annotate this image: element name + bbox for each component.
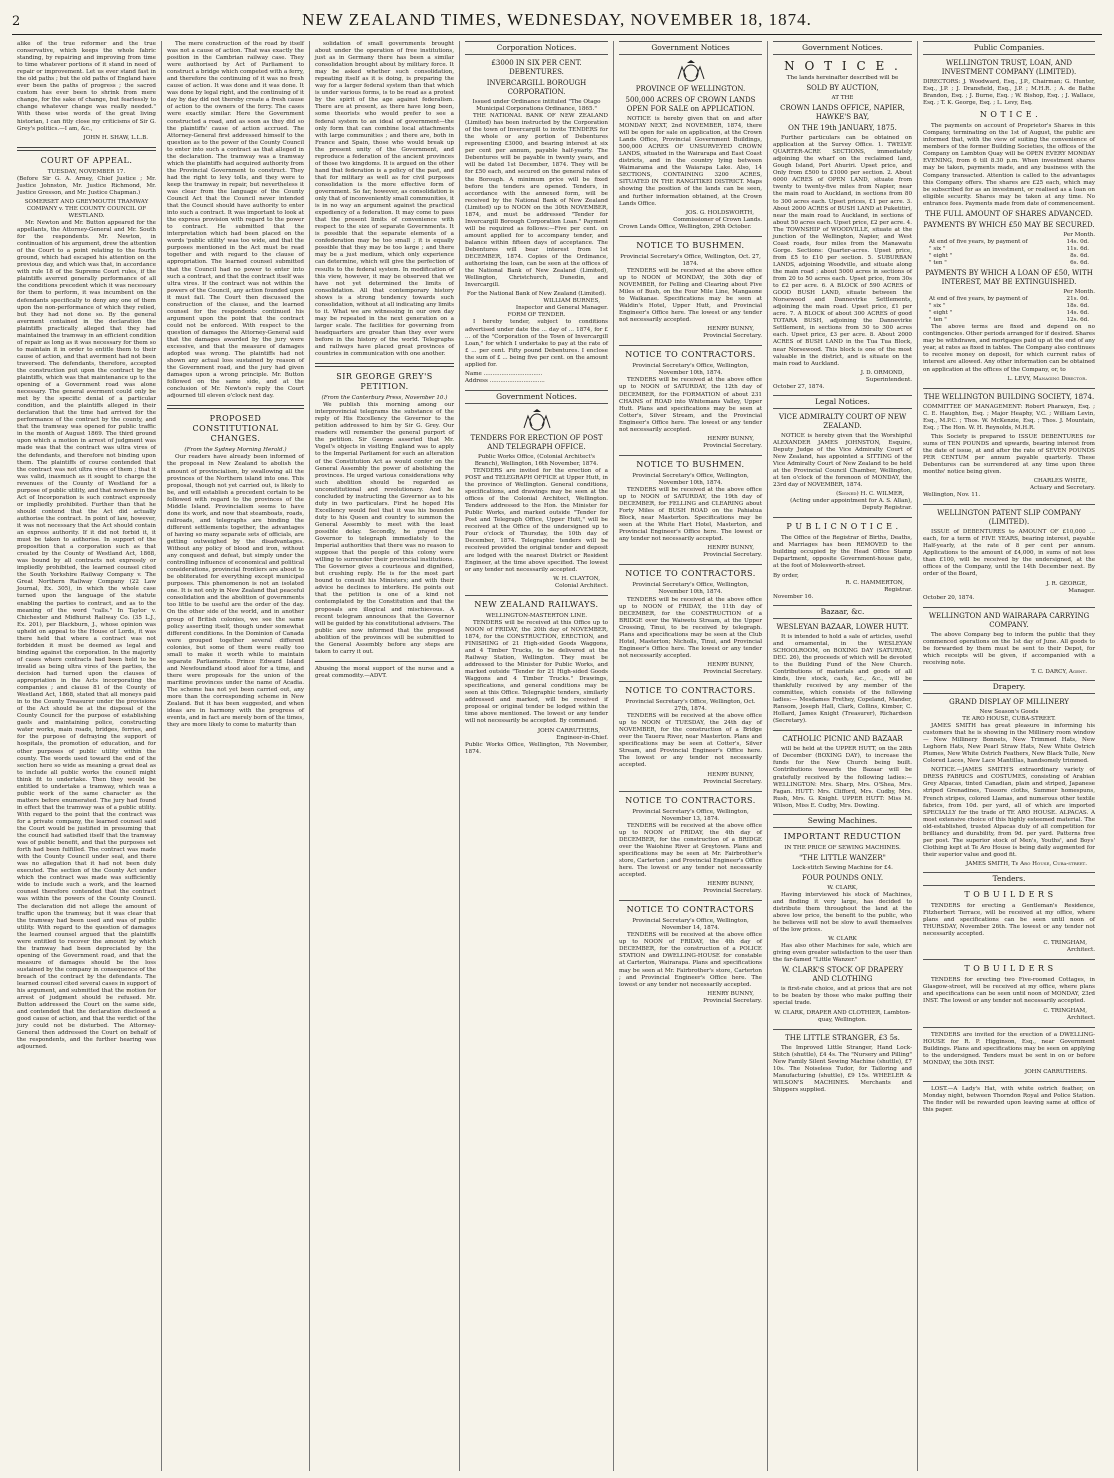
payments-secured-heading: PAYMENTS BY WHICH £50 MAY BE SECURED. [923, 220, 1095, 229]
millinery-notice: NOTICE.—JAMES SMITH'S extraordinary variety of DRESS FABRICS and COSTUMES, consisting of Arabian Grey Alpacas, tinted Canadian, plain and striped, Japanese striped Grenadines, Tussore cloths, Summer homespuns, French stripes, colored Llamas, and numerous other textile fabrics, from 10d. per yard, all of which are imported SPECIALLY for the trade of TE ARO HOUSE. ALPACAS. A most extensive choice of this highly esteemed material. The old-established, trusted Alpacas duly of all competition for brilliancy and durability, from 9d. per yard. Patterns free per post. The superior stock of Men's, Youths', and Boys' Clothing kept at Te Aro House is being daily augmented for their superior value and good fit. [923, 767, 1095, 858]
newspaper-title: NEW ZEALAND TIMES, WEDNESDAY, NOVEMBER 18, 1874. [302, 10, 812, 29]
divider [923, 1027, 1095, 1028]
trust-loan-notice: N O T I C E . [979, 110, 1039, 120]
royal-crest-icon [520, 408, 554, 432]
sewing-subheading: IN THE PRICE OF SEWING MACHINES. [784, 844, 901, 851]
letter-signature: JOHN H. SHAW, L.L.B. [83, 134, 148, 141]
public-notice-role: Registrar. [884, 586, 912, 593]
notice-office: Provincial Secretary's Office, Wellington, November 10th, 1874. [632, 472, 749, 486]
trust-loan-body: The payments on account of Proprietor's Shares in this Company, terminating on the 1st of August, the public are informed that, with the view of suiting the convenience of members of the former Building Societies, the offices of the Company on Lambton Quay will be OPEN EVERY MONDAY EVENING, from 6 till 8.30 p.m. When investment shares may be taken, payments made, and any business with the Company transacted. Attention is called to the advantages this Company offers. The shares are £25 each, which may be subscribed for as an investment, or realised as a loan on eligible security. Shares may be taken at any time. No entrance fees. Payments made from date of commencement. [923, 123, 1095, 207]
divider [315, 661, 454, 662]
public-notice-date: November 16. [773, 593, 814, 600]
building-society-signature: CHARLES WHITE, [1033, 478, 1087, 485]
building-society-body: This Society is prepared to ISSUE DEBENTURES for sums of TEN POUNDS and upwards, bearing interest from the date of issue, at and after the rate of SEVEN POUNDS PER CENTUM per annum payable quarterly. These Debentures can be surrendered at any time upon three months' notice being given. [923, 433, 1095, 476]
notice-heading: NOTICE TO CONTRACTORS. [625, 350, 756, 360]
notice-role: Provincial Secretary. [703, 997, 762, 1004]
payments-signature: L. LEVY, Managing Director. [1007, 375, 1087, 382]
w-clark-2: W. CLARK [828, 936, 857, 943]
notice-heading: NOTICE TO CONTRACTORS. [625, 686, 756, 696]
table-row: " eight " 8s. 6d. [929, 252, 1089, 259]
section-government-notices: Government Notices. [465, 390, 608, 404]
notice-role: Provincial Secretary. [703, 888, 762, 895]
table-row: At end of five years, by payment of 21s. 0d. [929, 296, 1089, 303]
notice-signature: HENRY BUNNY, [707, 661, 754, 668]
catholic-bazaar-heading: CATHOLIC PICNIC AND BAZAAR [782, 735, 903, 744]
public-notice-signature: R. C. HAMMERTON, [845, 579, 904, 586]
dwelling-tender-signature: JOHN CARRUTHERS. [1024, 1068, 1087, 1075]
building-society-role: Actuary and Secretary. [1030, 485, 1095, 492]
crown-lands-signature: JOS. G. HOLDSWORTH, [685, 209, 754, 216]
loan-role: Inspector and General Manager. [515, 305, 608, 312]
divider [923, 388, 1095, 389]
builders-body: TENDERS for erecting a Gentleman's Residence, Fitzherbert Terrace, will be received at my office, where plans and specifications can be seen until noon of THURSDAY, November 26th. The lowest or any tender not necessarily accepted. [923, 902, 1095, 938]
public-notice-by: By order, [773, 572, 799, 579]
divider [773, 517, 912, 518]
loan-heading: £3000 IN SIX PER CENT. DEBENTURES. [491, 59, 582, 76]
column-4 [460, 41, 614, 1471]
province-heading: PROVINCE OF WELLINGTON. [635, 85, 746, 93]
notice-heading: NOTICE TO BUSHMEN. [636, 240, 745, 250]
per-month-label: Per Month. [1063, 288, 1095, 295]
constitutional-body: Our readers have already been informed of the proposal in New Zealand to abolish the amount of provincialism, by swallowing all the provinces of the Northern island into one. This proposal, though not yet carried out, is likely to be, and will establish a precedent certain to be followed with regard to the provinces of the Middle Island. Provincialism seems to have done its work, and now that steamboats, roads, railroads, and telegraphs are binding the different settlements together, the advantages of having so many separate sets of officials, are getting outweighed by the disadvantages. Without any policy of blood and iron, without any conquest and defeat, but simply under the controlling influence of economical and political considerations, provincial frontiers are about to be obliterated for everything except municipal purposes. This phenomenon is not an isolated one. It is not only in New Zealand that peaceful consolidation and the abolition of governments too little to be useful are the order of the day. On the other side of the world, and in another group of British colonies, we see the same policy asserting itself, though under somewhat different conditions. In the Dominion of Canada were grouped together several different colonies, but some of them were really too small to make it worth while to maintain separate Parliaments. Prince Edward Island and Newfoundland stood aloof for a time, and there were proposals for the union of the maritime provinces under the name of Acadia. The scheme has not yet been carried out, any more than the corresponding scheme in New Zealand. But it has been suggested, and when ideas are in harmony with the progress of events, and in fact are merely born of the times, they are more likely to come to maturity than [167, 454, 304, 729]
auction-sold: SOLD BY AUCTION, [806, 84, 879, 93]
builders-heading: T O B U I L D E R S [964, 889, 1054, 899]
loan-signature: WILLIAM BURNES, [543, 298, 600, 305]
little-wanzer: "THE LITTLE WANZER" [799, 853, 886, 862]
letter-intro: alike of the true reformer and the true conservative, which keeps the whole fabric standing, by repairing and improving from time to time whatever portions of it stand in need of repair or improvement. Let us ever stand fast in the old paths ; but the old paths of England have ever been the paths of progress ; the sacred custom has ever been to shrink from mere change, for the sake of change, but fearlessly to change whatever change was really needed." With these wise words of the great living historian, I can fitly close my criticisms of Sir G. Grey's politics.—I am, &c., [17, 41, 156, 132]
post-office-tender-office: Public Works Office, (Colonial Architect's Branch), Wellington, 16th November, 1874. [474, 453, 599, 467]
table-row: At end of five years, by payment of 14s. 0d. [929, 238, 1089, 245]
patent-slip-signature: J. R. GEORGE, [1046, 580, 1087, 587]
notice-role: Provincial Secretary. [703, 552, 762, 559]
carrying-company-signature: T. C. DARCY, Agent. [1031, 668, 1087, 675]
lost-notice: LOST.—A Lady's Hat, with white ostrich feather, on Monday night, between Thorndon Royal and Police Station. The finder will be rewarded upon leaving same at office of this paper. [923, 1085, 1095, 1114]
crown-lands-place: Crown Lands Office, Wellington, 29th October. [619, 223, 752, 230]
column-6 [768, 41, 918, 1471]
loan-body: THE NATIONAL BANK OF NEW ZEALAND (Limited) has been instructed by the Corporation of the town of Invercargill to invite TENDERS for the whole or any portion of Debentures representing £3000, and bearing interest at six per cent per annum, payable half-yearly. The Debentures will be payable in twenty years, and will be dated 1st December, 1874. They will be for £50 each, and secured on the general rates of the Borough. A minimum price will be fixed before the tenders are opened. Tenders, in accordance with the annexed form, will be received by the National Bank of New Zealand (Limited) up to NOON on the 30th NOVEMBER, 1874, and must be addressed "Tender for Invercargill Borough Corporation Loan." Payment will be required as follows:—Five per cent. on amount applied for to accompany tender, and balance within fifteen days of acceptance. The Debentures will bear interest from 1st DECEMBER, 1874. Copies of the Ordinance, authorising the loan, can be seen at the offices of the National Bank of New Zealand (Limited), Wellington, Christchurch, Dunedin, and Invercargill. [465, 113, 608, 289]
crown-lands-heading: 500,000 ACRES OF CROWN LANDS OPEN FOR SALE on APPLICATION. [625, 96, 756, 113]
builders-signature: C. TRINGHAM, [1043, 940, 1087, 947]
divider [923, 504, 1095, 505]
notice-signature: HENRY BUNNY, [707, 990, 754, 997]
court-date: TUESDAY, NOVEMBER 17. [47, 168, 126, 175]
notice-role: Provincial Secretary. [703, 669, 762, 675]
trust-loan-directors: DIRECTORS: J. Woodward, Esq., J.P., Chairman; G. Hunter, Esq., J.P. ; J. Dransfield, Esq., J.P. ; M.H.R. ; A. de Bathe Brandon, Esq. ; J. Burne, Esq. ; W. Bishop, Esq. ; J. Wallace, Esq. ; T. K. George, Esq. ; L. Levy, Esq. [923, 79, 1095, 107]
clark-stock: W. CLARK'S STOCK OF DRAPERY AND CLOTHING [781, 966, 904, 984]
notice-office: Provincial Secretary's Office, Wellington, Oct. 27th, 1874. [625, 699, 756, 713]
section-bazaar: Bazaar, &c. [773, 605, 912, 619]
section-sewing-machines: Sewing Machines. [773, 814, 912, 828]
crown-lands-role: Commissioner of Crown Lands. [673, 216, 762, 223]
notice-office: Provincial Secretary's Office, Wellington, November 13, 1874. [632, 808, 749, 822]
sewing-body: Having interviewed his stock of Machines, and finding it very large, has decided to distribute them throughout the land at the above low price, the benefit to the public, who he believes will not be slow to avail themselves of the low prices. [773, 891, 912, 934]
patent-slip-body: ISSUE of DEBENTURES to AMOUNT OF £10,000 ... each, for a term of FIVE YEARS, bearing interest, payable Half-yearly, at the rate of 8 per cent per annum. Applications to the amount of £4,000, in sums of not less than £100, will be received by the undersigned, at the offices of the Company, until the 14th December next. By order of the Board, [923, 529, 1095, 578]
advertisement: Abusing the moral support of the nurse and a great commodity.—ADVT. [315, 665, 454, 679]
page-number: 2 [12, 14, 21, 29]
millinery-body: JAMES SMITH has great pleasure in informing his customers that he is showing in the Millinery room window — New Millinery Bonnets, New Trimmed Hats, New Leghorn Hats, New Pearl Straw Hats, New White Ostrich Plumes, New White Ostrich Feathers, New Black Tulle, New Colored Laces, New Lace Mantillas, handsomely trimmed. [923, 723, 1095, 765]
form-name: Name ................................. [465, 370, 543, 377]
builders-role: Architect. [1067, 947, 1095, 954]
royal-crest-icon [674, 59, 708, 83]
auction-notice-heading: N O T I C E . [784, 59, 901, 73]
divider [17, 147, 156, 151]
notice-body: TENDERS will be received at the above office up to NOON of SATURDAY, the 19th day of DECEMBER, for FELLING and CLEARING about Forty Miles of BUSH ROAD on the Pahiatua Block, near Masterton. Specifications may be seen at the White Hart Hotel, Masterton, and Provincial Engineer's Office here. The lowest or any tender not necessarily accepted. [619, 486, 762, 543]
vice-admiralty-role: (Acting under appointment for A. S. Allan), Deputy Registrar. [790, 498, 912, 512]
divider [465, 595, 608, 596]
masthead [12, 10, 1102, 35]
wesleyan-bazaar-heading: WESLEYAN BAZAAR, LOWER HUTT. [776, 622, 909, 631]
loan-for: For the National Bank of New Zealand (Limited). [466, 291, 607, 298]
article-source: (From the Canterbury Press, November 10.) [321, 395, 448, 402]
auction-date: ON THE 19th JANUARY, 1875. [788, 124, 897, 133]
notice-body: TENDERS will be received at the above office up to NOON of FRIDAY, the 4th day of DECEMBER, for the construction of a POLICE STATION and DWELLING-HOUSE for constable at Carterton, Wairarapa. Plans and specifications may be seen at Mr. Fairbrother's store, Carterton ; and Provincial Engineer's Office here. The lowest or any tender not necessarily accepted. [619, 932, 762, 988]
section-corporation-notices: Corporation Notices. [465, 41, 608, 55]
section-drapery: Drapery. [923, 680, 1095, 694]
notice-office: Provincial Secretary's Office, Wellington, November 10th, 1874. [632, 363, 749, 377]
form-address: Address ............................... [465, 377, 545, 384]
building-society-heading: THE WELLINGTON BUILDING SOCIETY, 1874. [923, 392, 1095, 401]
column-3 [310, 41, 460, 1471]
auction-at: AT THE [831, 95, 854, 102]
petition-body: We publish this morning among our interprovincial telegrams the substance of the reply of His Excellency the Governor to the petition addressed to him by Sir G. Grey. Our readers will remember the general purport of the petition. Sir George asserted that Mr. Vogel's objects in visiting England was to apply to the Imperial Parliament for such an alteration of the Constitution Act as would confer on the General Assembly the power of abolishing the provinces. He urged various considerations why such abolition should be regarded as unconstitutional and revolutionary. And he concluded by instructing the Governor as to his duty in two particulars. First he hoped His Excellency would feel that it was his bounden duty to his Queen and country to summon the General Assembly to meet with the least possible delay. Secondly, he prayed the Governor to telegraph immediately to the Imperial authorities that there was no reason to suppose that the people of this colony were willing to surrender their provincial institutions. The Governor gives a courteous and dignified, but crushing reply. He is for the most part bound to consult his Ministers; and with their advice he declines to interfere. He points out that the petition is one of a kind not contemplated by the Constitution and that the proposals are illogical and mischievous. A recent telegram announces that the Governor will be guided by his constitutional advisers. The public are now informed that the proposed abolition of the provinces will be submitted to the General Assembly before any steps are taken to carry it out. [315, 402, 454, 655]
patent-slip-date: October 20, 1874. [923, 594, 975, 601]
notice-office: Provincial Secretary's Office, Wellington, November 14, 1874. [632, 918, 749, 932]
notice-signature: HENRY BUNNY, [707, 545, 754, 552]
notice-role: Provincial Secretary. [703, 442, 762, 449]
auction-date-line: October 27, 1874. [773, 383, 825, 390]
columns [12, 41, 1102, 1471]
case-title: SOMERSET AND GREYMOUTH TRAMWAY COMPANY v. THE COUNTY COUNCIL OF WESTLAND. [24, 198, 149, 219]
section-government-notices: Government Notices. [773, 41, 912, 55]
sewing-body-2: Has also other Machines for sale, which are giving even greater satisfaction to the user than the far-famed "Little Wanzer." [773, 943, 912, 964]
payments-secured-table [923, 239, 1095, 267]
little-wanzer-sub: Lock-stitch Sewing Machine for £4. [792, 864, 893, 871]
notice-office: Provincial Secretary's Office, Wellington, Oct. 27, 1874. [620, 253, 761, 267]
divider [167, 405, 304, 409]
divider [315, 363, 454, 367]
auction-role: Superintendent. [865, 376, 912, 383]
notice-role: Provincial Secretary. [703, 333, 762, 340]
payments-body: The above terms are fixed and depend on no contingencies. Other periods arranged for if desired. Shares may be withdrawn, and mortgages paid up at the end of any year, at rates as fixed in tables. The Company also continues to receive money on deposit, for which current rates of interest are allowed. Any other information can be obtained on application at the offices of the Company, or, to [923, 324, 1095, 373]
vice-admiralty-heading: VICE ADMIRALTY COURT OF NEW ZEALAND. [778, 412, 907, 430]
notice-heading: NOTICE TO CONTRACTORS. [625, 569, 756, 579]
divider [923, 1081, 1095, 1082]
divider [619, 345, 762, 346]
table-row: " ten " 12s. 6d. [929, 317, 1089, 324]
table-row: " eight " 14s. 6d. [929, 310, 1089, 317]
column-5 [614, 41, 768, 1471]
constitutional-body-continued: solidation of small governments brought about under the operation of free institutions, just as in Germany there has been a similar consolidation brought about by military force. It may be asked whether such consolidation, repeating itself as it is doing, is preparing the way for a larger federal system than that which is under various forms, is to be read as a protest by the spirit of the age against federalism. There are at present, as there have long been, some theorists who would prefer to see a federal system to an ideal of government—the only form that can combine local attachments with large communities ; and there are, both in France and Spain, those who would break up the present unity of the Government, and reproduce a federation of the ancient provinces of those two kingdoms. It is argued on the other hand that federation is a policy of the past, and that for military as well as for civil purposes consolidation is the more effective form of government. So far, however, as consolidation is only that of inconveniently small communities, it is in no way an argument against the practical expediency of a federation. It may come to pass that the present limits of convenience with respect to the size of separate Governments. It is possible that the separate elements of a confederation may be too small ; it is equally possible that they may be too large ; and there may be a just medium, which only experience can determine, which will give the perfection of results to the federal system. In modification of this view, however, it may be observed that we have not yet determined the limits of consolidation. All that contemporary history shows is a strong tendency towards such consolidation, without at all indicating any limits to it. What we are witnessing in our own day may be repeated in the next generation on a larger scale. The facilities for governing from headquarters are greater than they ever were before in the history of the world. Telegraphs and railways have placed great provinces of countries in communication with one another. [315, 41, 454, 358]
vice-admiralty-signature: (Signed) H. C. WILMER, [836, 491, 904, 498]
notice-signature: HENRY BUNNY, [707, 881, 754, 888]
loan-town: INVERCARGILL BOROUGH CORPORATION. [486, 79, 587, 96]
notice-office: Provincial Secretary's Office, Wellington, November 10th, 1874. [632, 582, 749, 596]
notice-signature: HENRY BUNNY, [707, 771, 754, 778]
notice-body: TENDERS will be received at the above office up to NOON of MONDAY, the 30th day of NOVEMBER, for Felling and Clearing about Five Miles of Bush, on the Four Mile Line, Mangaone to Waikanae. Specifications may be seen at Waldin's Hotel, Upper Hutt, and Provincial Engineer's Office here. The lowest or any tender not necessarily accepted. [619, 267, 762, 324]
little-stranger-body: The Improved Little Stranger, Hand Lock-Stitch (shuttle), £4 4s. The "Nursery and Pilling" New Family Silent Sewing Machine (shuttle), £7 10s. The Noiseless Tudor, for Tailoring and Manufacturing (shuttle), £9 15s. WHEELER & WILSON'S MACHINES. Merchants and Shippers supplied. [773, 1044, 912, 1093]
divider [923, 607, 1095, 608]
post-office-tender-role: Colonial Architect. [554, 582, 608, 589]
patent-slip-role: Manager. [1068, 587, 1095, 594]
table-row: " ten " 6s. 6d. [929, 259, 1089, 266]
notice-body: TENDERS will be received at the above office up to NOON of FRIDAY, the 11th day of DECEMBER, for the CONSTRUCTION of a BRIDGE over the Waiwetu Stream, at the Upper Crossing, Tinui, to be received by telegraph. Plans and specifications may be seen at the Club Hotel, Masterton; Nicholls, Tinui, and Provincial Engineer's Office here. The lowest or any tender not necessarily accepted. [619, 596, 762, 659]
article-source: (From the Sydney Morning Herald.) [184, 447, 287, 454]
railways-role: Engineer-in-Chief. [556, 734, 608, 741]
notice-role: Provincial Secretary. [703, 778, 762, 785]
sewing-heading: IMPORTANT REDUCTION [783, 831, 902, 841]
payments-loan-heading: PAYMENTS BY WHICH A LOAN OF £50, WITH INTEREST, MAY BE EXTINGUISHED. [925, 268, 1093, 286]
railways-body: TENDERS will be received at this Office up to NOON of FRIDAY, the 20th day of NOVEMBER, 1874, for the CONSTRUCTION, ERECTION, and FINISHING of 21 High-sided Goods Waggons, and 4 Timber Trucks, to be delivered at the Railway Station, Wellington. They must be addressed to the Minister for Public Works, and marked outside "Tender for 21 High-sided Goods Waggons and 4 Timber Trucks." Drawings, specifications, and general conditions may be seen at this Office. Telegraphic tenders, similarly addressed and marked, will be received if proposal or original tender be lodged within the time above mentioned. The lowest or any tender will not necessarily be accepted. By command. [465, 619, 608, 725]
section-government-notices: Government Notices [619, 41, 762, 55]
public-notice-heading: P U B L I C N O T I C E . [786, 522, 899, 532]
dwelling-tender-body: TENDERS are invited for the erection of a DWELLING-HOUSE for R. P. Higginson, Esq., near Government Buildings. Plans and specifications may be seen on applying to the undersigned. Tenders must be sent in on or before MONDAY, the 30th INST. [923, 1031, 1095, 1066]
clark-stock-body: is first-rate choice, and at prices that are not to be beaten by those who make puffing their special trade. [773, 986, 912, 1007]
divider [619, 681, 762, 682]
millinery-signature: JAMES SMITH, Te Aro House, Cuba-street. [966, 860, 1087, 867]
divider [923, 959, 1095, 960]
form-heading: FORM OF TENDER. [507, 312, 566, 319]
notice-signature: HENRY BUNNY, [707, 435, 754, 442]
notice-body: TENDERS will be received at the above office up to NOON of SATURDAY, the 12th day of DECEMBER, for the FORMATION of about 231 CHAINS of ROAD into Whitemans Valley, Upper Hutt. Plans and specifications may be seen at Cotter's, Silver Stream, and the Provincial Engineer's Office here. The lowest or any tender not necessarily accepted. [619, 377, 762, 433]
per-month-label: Per Month. [1063, 231, 1095, 238]
notice-heading: NOTICE TO CONTRACTORS [626, 905, 755, 915]
section-public-companies: Public Companies. [923, 41, 1095, 55]
auction-body: Further particulars can be obtained on application at the Survey Office. 1. TWELVE QUARTER-ACRE SECTIONS, immediately adjoining the wharf on the reclaimed land, Gough Island, Port Ahuriri. Upset price, and Only from £500 to £1000 per section. 2. About 6000 ACRES of OPEN LAND, situate from twenty to twenty-five miles from Napier, near the main road to Auckland, in sections from 80 to 300 acres each. Upset prices, £1 per acre. 3. About 2000 ACRES of BUSH LAND at Puketitiri, near the main road to Auckland, in sections of about 50 acres each. Upset price, £2 per acre. 4. The TOWNSHIP of WOODVILLE, situate at the junction of the Wellington, Napier, and West Coast roads, four miles from the Manawatu Gorge. Sections: Quarter-acres. Upset price, from £5 to £10 per section. 5. SUBURBAN LANDS, adjoining Woodville, and situate along the main road ; about 5000 acres in sections of from 20 to 50 acres each. Upset price, from 30s to £2 per acre. 6. A BLOCK of 590 ACRES of GOOD BUSH LAND, situate between the Norsewood and Dannevirke Settlements, adjoining the main road. Upset price, £1 per acre. 7. A BLOCK of about 300 ACRES of good TOTARA BUSH, adjoining the Dannevirke Settlement, in sections from 30 to 300 acres each. Upset price, £3 per acre. 8. About 2000 ACRES of BUSH LAND in the Tua Tua Block, near Norsewood. This block is one of the most valuable in the district, and is situate on the main road to Auckland. [773, 135, 912, 367]
full-amount-heading: THE FULL AMOUNT OF SHARES ADVANCED. [925, 209, 1093, 218]
auction-place: CROWN LANDS OFFICE, NAPIER, HAWKE'S BAY, [780, 104, 905, 122]
crown-lands-body: NOTICE is hereby given that on and after MONDAY NEXT, 2nd NOVEMBER, 1874, there will be open for sale on application, at the Crown Lands Office, Provincial Government Buildings, 500,000 ACRES OF UNSURVEYED CROWN LANDS, situated in the Wairarapa and East Coast districts, and in the country lying between Waimarama and the Waiarapa Lake. Also, 14 SECTIONS, CONTAINING 3200 ACRES, SITUATED IN THE RANGITIKEI DISTRICT. Maps showing the position of the lands can be seen, and further information obtained, at the Crown Lands Office. [619, 116, 762, 207]
railways-place: Public Works Office, Wellington, 7th November, 1874. [465, 741, 608, 755]
railways-heading: NEW ZEALAND RAILWAYS. [474, 599, 599, 609]
table-row: " six " 11s. 6d. [929, 245, 1089, 252]
divider [619, 236, 762, 237]
building-society-date: Wellington, Nov. 11. [923, 492, 981, 499]
little-stranger: THE LITTLE STRANGER, £3 5s. [785, 1033, 900, 1042]
notice-body: TENDERS will be received at the above office up to NOON of FRIDAY, the 4th day of DECEMBER, for the construction of a BRIDGE over the Waiohine River at Greytown. Plans and specifications may be seen at Mr. Fairbrother's store, Carterton ; and Provincial Engineer's Office here. The lowest or any tender not necessarily accepted. [619, 822, 762, 879]
trust-loan-heading: WELLINGTON TRUST, LOAN, AND INVESTMENT COMPANY (LIMITED). [941, 59, 1077, 76]
four-pounds: FOUR POUNDS ONLY. [801, 873, 884, 882]
court-body-continued: The mere construction of the road by itself was not a cause of action. That was exactly the position in the Cambrian railway case. They were authorised by Act of Parliament to construct a bridge which competed with a ferry, and therefore the continuing of it was no fresh cause of action. It was done and it was done. It was done by legal right, and the continuing of it day by day did not thereby create a fresh cause of action to the owners of the ferry. The cases were exactly similar. Here the Government constructed a road, and as soon as they did so the plaintiffs' cause of action accrued. The Attorney-General first addressed himself to the question as to the power of the County Council to enter into such a contract as that alleged in the declaration. The tramway was a tramway which the plaintiffs had acquired authority from the Provincial Government to construct. They had the right to levy tolls, and they were to keep the tramway in repair, but nevertheless it was clear from the language of the County Council Act that the Council never intended that the Council should have authority to enter into such a contract. It was important to look at the express provision with regard to the power to contract. He submitted that the interpretation which had been placed on the words 'public utility' was too wide, and that the purposes mentioned in the Act must be read together and with regard to the clause of appropriation. The learned counsel submitted that the Council had no power to enter into such a contract, and that the contract itself was ultra vires. If the contract was not within the powers of the Council, any action founded upon it must fail. The Court then discussed the construction of the clause, and the learned counsel for the respondents continued his argument upon the point that the contract could not be enforced. With respect to the question of damages the Attorney-General said that the damages awarded by the jury were excessive, and that the measure of damages adopted was wrong. The plaintiffs had not shown any actual loss sustained by reason of the Government road, and the jury had given damages upon a wrong principle. Mr. Button followed on the same side, and at the conclusion of Mr. Newton's reply the Court adjourned till eleven o'clock next day. [167, 41, 304, 400]
notice-heading: NOTICE TO CONTRACTORS. [625, 795, 756, 805]
notice-signature: HENRY BUNNY, [707, 326, 754, 333]
auction-signature: J. D. ORMOND, [860, 369, 904, 376]
column-2 [162, 41, 310, 1471]
carrying-company-body: The above Company beg to inform the public that they commenced operations on the 1st day of June. All goods to be forwarded by them must be sent to their Depot, for which receipts will be given, if accompanied with a receiving note. [923, 631, 1095, 666]
builders-role-2: Architect. [1067, 1014, 1095, 1021]
court-heading: COURT OF APPEAL. [40, 155, 133, 165]
divider [619, 900, 762, 901]
petition-heading: SIR GEORGE GREY'S PETITION. [336, 372, 433, 392]
w-clark: W. CLARK, [827, 884, 858, 891]
constitutional-heading: PROPOSED CONSTITUTIONAL CHANGES. [192, 414, 279, 444]
court-body: Mr. Newton and Mr. Button appeared for the appellants, the Attorney-General and Mr. South for the respondents. Mr. Newton, in continuation of his argument, drew the attention of the Court to a point relating to the fourth ground, which had escaped his attention on the previous day, and which was that, in accordance with rule 18 of the Supreme Court rules, if the plaintiffs averred generally performance of all the conditions precedent which it was necessary for them to perform, it was incumbent on the defendants specifically to deny any one of them upon the non-performance of which they relied, but they had not done so. By the general averment contained in the declaration the plaintiffs practically alleged that they had maintained the tramway in an efficient condition of repair as long as it was necessary for them so to maintain it in order to entitle them to their cause of action, and that averment had not been traversed. The defendants, therefore, accepted the construction put upon the contract by the plaintiffs, which was that maintenance up to the opening of a Government road was alone necessary. The general averment could only be met by the specific denial of a particular condition, and the plaintiffs alleged in their declaration that the time had arrived for the performance of the contract by the county, and that the tramway was opened for public traffic in the month of August 1869. The third ground upon which a motion in arrest of judgment was made was that the contract was ultra vires of the defendants, and therefore not binding upon them. The plaintiffs of course contended that the contract was not ultra vires of them ; that it was valid, inasmuch as it sought to charge the revenues of the County of Westland for a purpose of public utility, and that nowhere in the Act of Incorporation is such contract expressly or impliedly prohibited. Further than that he should contend that the Act did actually authorise the contract. In point of law, however, it was not necessary that the Act should contain an express authority. If it did not forbid it, it must be taken to authorise. In support of the proposition that a corporation such as that created by the County of Westland Act, 1868, was bound by all contracts not expressly or impliedly prohibited, the learned counsel cited the South Yorkshire Railway Company v. The Great Northern Railway Company (22 Law Journal, Ex. 305), in which the whole case turned upon the language of the statute enabling the parties to contract, and as to the meaning of the word "calls." In Taylor v. Chichester and Midhurst Railway Co. (35 L.J., Ex. 201), per Blackburn, J., whose opinion was upheld on appeal to the House of Lords, it was there held that where a contract was not forbidden it must be deemed as legal and binding against the corporation. In the majority of cases where contracts had been held to be invalid as being ultra vires of the parties, the decision had turned upon the clauses of appropriation in the Acts incorporating the companies ; and clause 81 of the County of Westland Act, 1868, stated that all moneys paid in to the County Treasurer under the provisions of the Act should be at the disposal of the County Council for the purpose of establishing gaols and maintaining police, constructing water works, main roads, bridges, ferries, and for the purpose of defraying the support of hospitals, the promotion of education, and for other purposes of public utility within the county. The words used toward the end of the section here so wide as meaning a great deal as to include all public works the council might think fit to undertake. Then they would be entitled to undertake a tramway, which was a public work of the same character as the matters before enumerated. The jury had found in effect that the tramway was of a public utility. With regard to the point that the contract was for a private company, the learned counsel said the Court would be justified in presuming that the council had satisfied itself that the tramway was of public benefit, and that the purposes set forth had been fulfilled. The contract was made with the County Council under seal, and there was no allegation that it had not been duly executed. The section of the County Act under which the contract was made was sufficiently wide to include such a work, and the learned counsel therefore contended that the contract was within the powers of the County Council. The declaration did not allege the amount of traffic upon the tramway, but it was clear that the tramway had been used and was of public utility. With regard to the question of damages the learned counsel argued that the plaintiffs were entitled to recover the amount by which the tramway had been depreciated by the opening of the Government road, and that the measure of damages should be the loss sustained by the company in consequence of the breach of the contract by the defendants. The learned counsel cited several cases in support of his argument, and submitted that the motion for arrest of judgment should be refused. Mr. Button addressed the Court on the same side, and contended that the declaration disclosed a good cause of action, and that the verdict of the jury could not be disturbed. The Attorney-General then addressed the Court on behalf of the respondents, and the further hearing was adjourned. [17, 219, 156, 1051]
patent-slip-heading: WELLINGTON PATENT SLIP COMPANY (LIMITED). [937, 509, 1081, 527]
court-bench: (Before Sir G. A. Arney, Chief Justice ; Mr. Justice Johnston, Mr. Justice Richmond, Mr. Justice Gresson, and Mr. Justice Chapman.) [17, 175, 156, 196]
carrying-company-heading: WELLINGTON AND WAIRARAPA CARRYING COMPANY. [928, 611, 1090, 629]
post-office-tender-signature: W. H. CLAYTON, [553, 575, 600, 582]
table-row: " six " 18s. 6d. [929, 303, 1089, 310]
form-body: I hereby tender, subject to conditions advertised under date the ... day of ... 1874, for £ ... of the "Corporation of the Town of Invercargill Loan," for which I undertake to pay at the rate of £ ... per cent. Fifty pound Debentures. I enclose the sum of £ ... being five per cent. on the amount applied for. [465, 319, 608, 368]
post-office-tender-heading: TENDERS FOR ERECTION OF POST AND TELEGRAPH OFFICE. [470, 433, 603, 451]
draper-line: W. CLARK, DRAPER AND CLOTHIER, Lambton-quay, Wellington. [774, 1009, 911, 1023]
notice-heading: NOTICE TO BUSHMEN. [636, 459, 745, 469]
divider [619, 564, 762, 565]
railways-signature: JOHN CARRUTHERS, [537, 727, 600, 734]
divider [619, 791, 762, 792]
builders-heading-2: T O B U I L D E R S [964, 964, 1054, 974]
divider [619, 455, 762, 456]
millinery-heading: GRAND DISPLAY OF MILLINERY [949, 697, 1069, 706]
notice-body: TENDERS will be received at the above office up to NOON of TUESDAY, the 24th day of NOVEMBER, for the construction of a Bridge over the Taueru River, near Masterton. Plans and specifications may be seen at Cotter's, Silver Stream, and Provincial Engineer's Office here. The lowest or any tender not necessarily accepted. [619, 713, 762, 769]
builders-signature-2: C. TRINGHAM, [1043, 1007, 1087, 1014]
section-tenders: Tenders. [923, 872, 1095, 886]
divider [773, 730, 912, 731]
catholic-bazaar-body: will be held at the UPPER HUTT, on the 28th of December (BOXING DAY), to increase the funds for the New Church being built. Contributions towards the Bazaar will be gratefully received by the following ladies:— WELLINGTON: Mrs. Sharp, Mrs. O'Shea, Mrs. Fagan. HUTT: Mrs. Clifford, Mrs. Cudby, Mrs. Rush, Mrs. G. Knight. UPPER HUTT: Miss M. Wilson, Miss E. Cudby, Mrs. Dowling. [773, 746, 912, 809]
millinery-sub: New Season's Goods [979, 708, 1039, 715]
builders-body-2: TENDERS for erecting two Five-roomed Cottages, in Glasgow-street, will be received at my office, where plans and specifications can be seen until noon of MONDAY, 23rd INST. The lowest or any tender not necessarily accepted. [923, 977, 1095, 1005]
loan-ordinance: Issued under Ordinance intituled "The Otago Municipal Corporations Ordinance, 1865." [472, 99, 601, 113]
divider [773, 1029, 912, 1030]
auction-lead: The lands hereinafter described will be [786, 75, 899, 81]
railways-subheading: WELLINGTON-MASTERTON LINE. [485, 612, 588, 619]
millinery-place: TE ARO HOUSE, CUBA-STREET. [962, 716, 1056, 722]
section-legal-notices: Legal Notices. [773, 395, 912, 409]
building-society-committee: COMMITTEE OF MANAGEMENT: Robert Pharazyn, Esq. ; C. E. Haughton, Esq. ; Major Heaphy, V.C. ; William Levin, Esq., M.P.C. ; Thos. W. McKenzie, Esq. ; Thos. J. Mountain, Esq. ; The Hon. W. H. Reynolds, M.H.R. [923, 403, 1095, 431]
payments-loan-table [923, 296, 1095, 324]
wesleyan-bazaar-body: It is intended to hold a sale of articles, useful and ornamental, in the WESLEYAN SCHOOLROOM, on BOXING DAY (SATURDAY, DEC. 26), the proceeds of which will be devoted to the Building Fund of the New Church. Contributions of materials and goods of all kinds, live stock, cash, &c., &c., will be thankfully received by any member of the committee, which consists of the following ladies:— Mesdames Frethey, Copeland, Mander, Ransom, Joseph Hall, Clark, Collins, Kimber, C. Hollard, James Knight (Treasurer), Richardson (Secretary). [773, 633, 912, 725]
vice-admiralty-body: NOTICE is hereby given that the Worshipful ALEXANDER JAMES JOHNSTON, Esquire, Deputy Judge of the Vice Admiralty Court of New Zealand, has appointed a SITTING of the Vice Admiralty Court of New Zealand to be held at the Provincial Council Chamber, Wellington, at ten o'clock of the forenoon of MONDAY, the 23rd day of NOVEMBER, 1874. [773, 432, 912, 489]
column-1 [12, 41, 162, 1471]
column-7 [918, 41, 1100, 1471]
post-office-tender-body: TENDERS are invited for the erection of a POST and TELEGRAPH OFFICE at Upper Hutt, in the province of Wellington. General conditions, specifications, and drawings may be seen at the offices of the Colonial Architect, Wellington. Tenders addressed to the Hon. the Minister for Public Works, and marked outside "Tender for Post and Telegraph Office, Upper Hutt," will be received at the Office of the undersigned up to Four o'clock of Thursday, the 10th day of December, 1874. Telegraphic tenders will be received provided the original tender and deposit are lodged with the nearest District or Resident Engineer, at the time above specified. The lowest or any tender not necessarily accepted. [465, 467, 608, 573]
public-notice-body: The Office of the Registrar of Births, Deaths, and Marriages has been REMOVED to the building occupied by the Head Office Stamp Department, opposite Government-house gate, at the foot of Molesworth-street. [773, 535, 912, 570]
